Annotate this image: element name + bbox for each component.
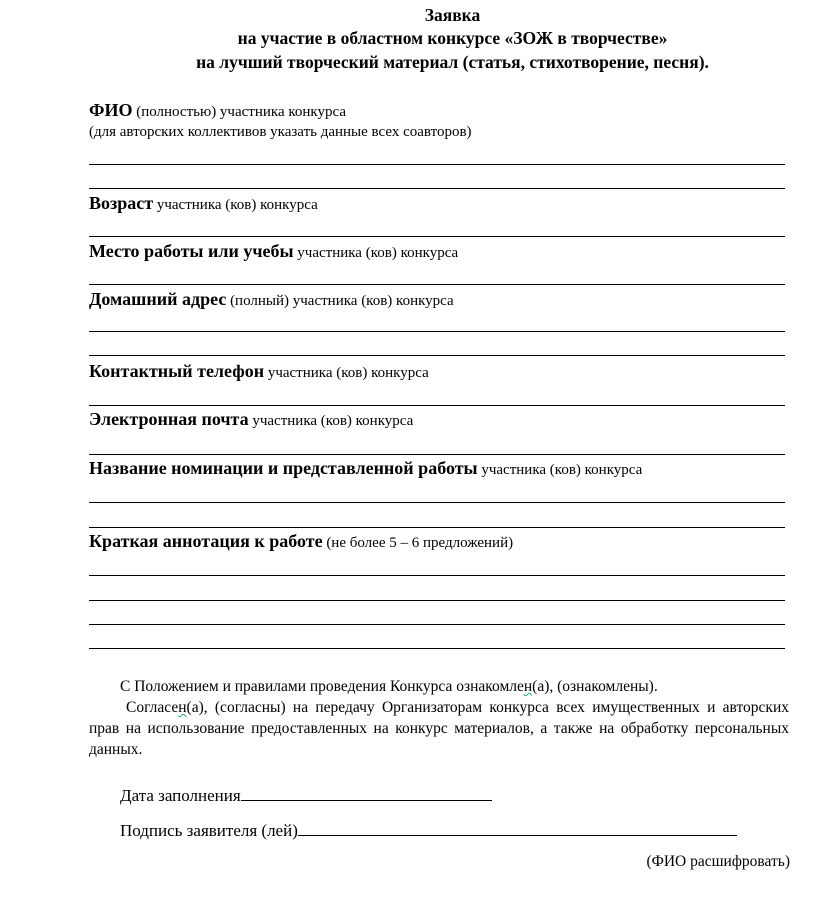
fio-input-line-2[interactable]	[89, 188, 785, 189]
work-input-line[interactable]	[89, 284, 785, 285]
field-annotation-label	[89, 531, 513, 552]
field-nomination-label	[89, 458, 642, 479]
fio-label: ФИО	[89, 100, 133, 120]
field-address-label	[89, 289, 454, 310]
spellcheck-mark: н	[178, 699, 187, 716]
agreement-line-rules	[89, 676, 789, 697]
signature-label: Подпись заявителя (лей)	[120, 821, 298, 840]
email-input-line[interactable]	[89, 454, 785, 455]
annotation-label: Краткая аннотация к работе	[89, 531, 323, 551]
address-label: Домашний адрес	[89, 289, 227, 309]
annotation-hint: (не более 5 – 6 предложений)	[322, 535, 514, 551]
signature-input-line[interactable]	[298, 818, 737, 836]
work-label: Место работы или учебы	[89, 241, 294, 261]
date-label: Дата заполнения	[120, 786, 241, 805]
address-hint: (полный) участника (ков) конкурса	[226, 293, 454, 309]
annotation-input-line-1[interactable]	[89, 575, 785, 576]
fio-note: (ФИО расшифровать)	[646, 853, 790, 870]
field-age-label	[89, 193, 318, 214]
nomination-hint: участника (ков) конкурса	[477, 462, 643, 478]
age-hint: участника (ков) конкурса	[153, 197, 318, 213]
date-field	[120, 783, 492, 806]
agreement-rules-text: С Положением и правилами проведения Конкурса ознакомле	[120, 678, 524, 695]
fio-hint: (полностью) участника конкурса	[132, 104, 346, 120]
signature-field	[120, 818, 737, 841]
agreement-consent-text: Согласе	[126, 699, 179, 716]
fio-hint-coauthors: (для авторских коллективов указать данные всех соавторов)	[89, 124, 472, 140]
agreement-consent-text-end: (а), (согласны) на передачу Организаторам конкурса всех имущественных и авторских прав на использование предоставленных на конкурс материалов, а также на обработку персональных данных.	[89, 699, 789, 758]
form-subtitle-material: на лучший творческий материал (статья, стихотворение, песня).	[196, 52, 709, 72]
nomination-input-line-2[interactable]	[89, 527, 785, 528]
field-email-label	[89, 409, 413, 430]
agreement-rules-text-end: (а), (ознакомлены).	[532, 678, 658, 695]
agreement-paragraph	[89, 676, 789, 760]
phone-input-line[interactable]	[89, 405, 785, 406]
field-phone-label	[89, 361, 429, 382]
age-input-line[interactable]	[89, 236, 785, 237]
nomination-label: Название номинации и представленной работы	[89, 458, 478, 478]
field-work-label	[89, 241, 458, 262]
address-input-line-1[interactable]	[89, 331, 785, 332]
work-hint: участника (ков) конкурса	[293, 245, 459, 261]
fio-input-line-1[interactable]	[89, 164, 785, 165]
email-label: Электронная почта	[89, 409, 249, 429]
date-input-line[interactable]	[241, 783, 492, 801]
age-label: Возраст	[89, 193, 154, 213]
agreement-line-consent	[89, 697, 789, 760]
annotation-input-line-4[interactable]	[89, 648, 785, 649]
field-fio-label	[89, 100, 346, 121]
email-hint: участника (ков) конкурса	[248, 413, 414, 429]
form-subtitle-contest: на участие в областном конкурсе «ЗОЖ в творчестве»	[237, 28, 668, 48]
annotation-input-line-2[interactable]	[89, 600, 785, 601]
spellcheck-mark: н	[523, 678, 533, 695]
address-input-line-2[interactable]	[89, 355, 785, 356]
annotation-input-line-3[interactable]	[89, 624, 785, 625]
nomination-input-line-1[interactable]	[89, 502, 785, 503]
phone-label: Контактный телефон	[89, 361, 265, 381]
form-title: Заявка	[424, 5, 481, 25]
phone-hint: участника (ков) конкурса	[264, 365, 429, 381]
